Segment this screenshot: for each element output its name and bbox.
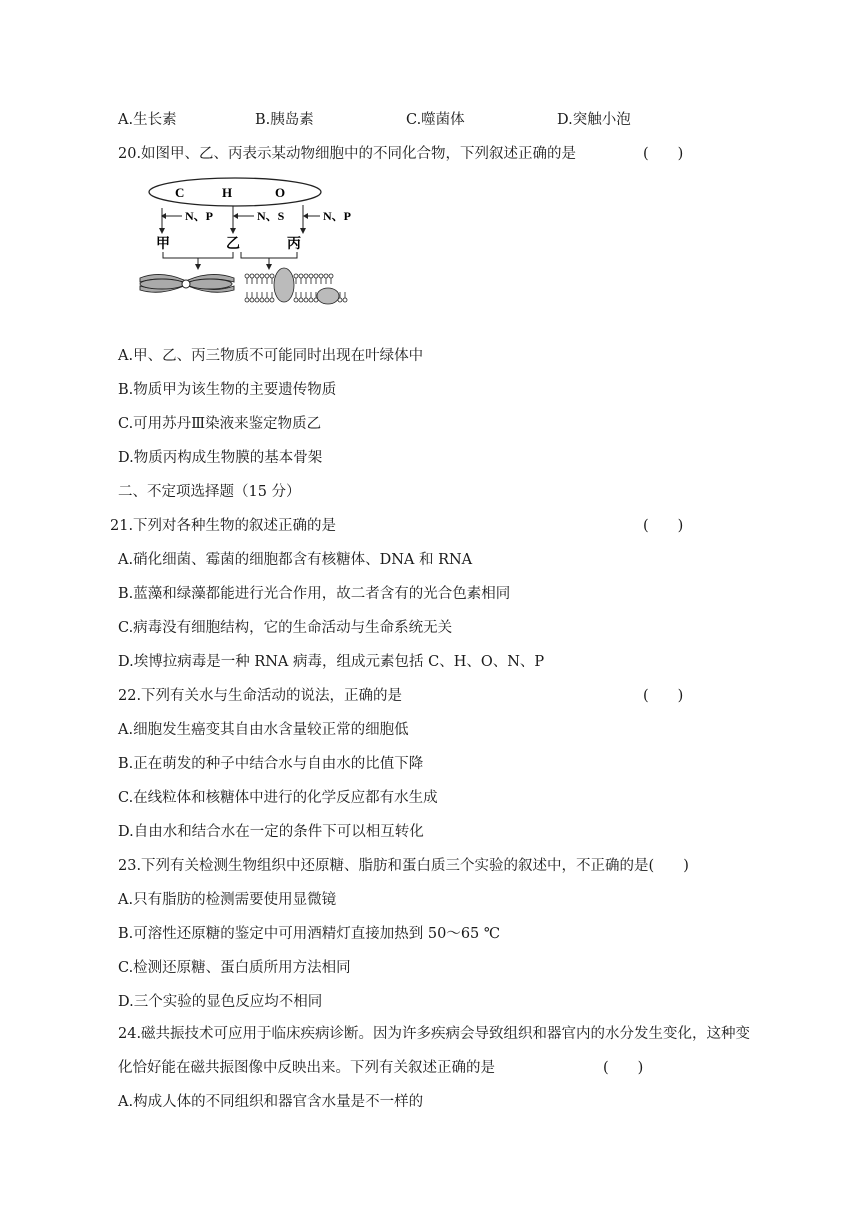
q22-option-b: B.正在萌发的种子中结合水与自由水的比值下降: [118, 756, 424, 772]
q21-option-d: D.埃博拉病毒是一种 RNA 病毒，组成元素包括 C、H、O、N、P: [118, 654, 545, 670]
compound-bing: 丙: [287, 237, 301, 252]
q24-stem-line2: 化恰好能在磁共振图像中反映出来。下列有关叙述正确的是: [118, 1060, 495, 1076]
q21-answer-paren: ( ): [643, 518, 684, 534]
element-c: C: [175, 185, 185, 200]
q20-option-a: A.甲、乙、丙三物质不可能同时出现在叶绿体中: [118, 348, 424, 364]
q21-option-c: C.病毒没有细胞结构，它的生命活动与生命系统无关: [118, 620, 453, 636]
q21-option-a: A.硝化细菌、霉菌的细胞都含有核糖体、DNA 和 RNA: [118, 552, 473, 568]
q22-answer-paren: ( ): [643, 688, 684, 704]
q23-option-b: B.可溶性还原糖的鉴定中可用酒精灯直接加热到 50～65 ℃: [118, 926, 501, 942]
q19-option-d: D.突触小泡: [557, 112, 631, 128]
q23-option-a: A.只有脂肪的检测需要使用显微镜: [118, 892, 337, 908]
q22-option-a: A.细胞发生癌变其自由水含量较正常的细胞低: [118, 722, 409, 738]
q20-option-b: B.物质甲为该生物的主要遗传物质: [118, 382, 337, 398]
section-2-heading: 二、不定项选择题（15 分）: [118, 484, 301, 500]
q19-option-a: A.生长素: [118, 112, 177, 128]
compound-yi: 乙: [226, 237, 240, 252]
element-o: O: [275, 185, 286, 200]
q24-option-a: A.构成人体的不同组织和器官含水量是不一样的: [118, 1094, 424, 1110]
added-np-1: N、P: [185, 209, 213, 223]
q23-option-d: D.三个实验的显色反应均不相同: [118, 994, 323, 1010]
q24-answer-paren: ( ): [603, 1060, 644, 1076]
q19-option-c: C.噬菌体: [406, 112, 465, 128]
q20-option-c: C.可用苏丹Ⅲ染液来鉴定物质乙: [118, 416, 322, 432]
q21-option-b: B.蓝藻和绿藻都能进行光合作用，故二者含有的光合色素相同: [118, 586, 511, 602]
added-np-2: N、P: [323, 209, 351, 223]
q24-stem-line1: 24.磁共振技术可应用于临床疾病诊断。因为许多疾病会导致组织和器官内的水分发生变化，这种变: [118, 1026, 751, 1042]
q20-stem: 20.如图甲、乙、丙表示某动物细胞中的不同化合物，下列叙述正确的是: [118, 146, 577, 162]
q20-option-d: D.物质丙构成生物膜的基本骨架: [118, 450, 323, 466]
chromosome-icon: [140, 274, 234, 292]
q21-stem: 21.下列对各种生物的叙述正确的是: [110, 518, 337, 534]
q22-stem: 22.下列有关水与生命活动的说法，正确的是: [118, 688, 403, 704]
q23-stem: 23.下列有关检测生物组织中还原糖、脂肪和蛋白质三个实验的叙述中，不正确的是( ): [118, 858, 689, 874]
q22-option-d: D.自由水和结合水在一定的条件下可以相互转化: [118, 824, 424, 840]
q23-option-c: C.检测还原糖、蛋白质所用方法相同: [118, 960, 351, 976]
added-ns: N、S: [257, 209, 285, 223]
q19-option-b: B.胰岛素: [255, 112, 314, 128]
q20-answer-paren: ( ): [643, 146, 684, 162]
compound-jia: 甲: [156, 237, 170, 252]
cell-membrane-icon: [245, 268, 347, 304]
element-h: H: [222, 185, 233, 200]
compound-diagram: [130, 172, 360, 312]
q22-option-c: C.在线粒体和核糖体中进行的化学反应都有水生成: [118, 790, 438, 806]
